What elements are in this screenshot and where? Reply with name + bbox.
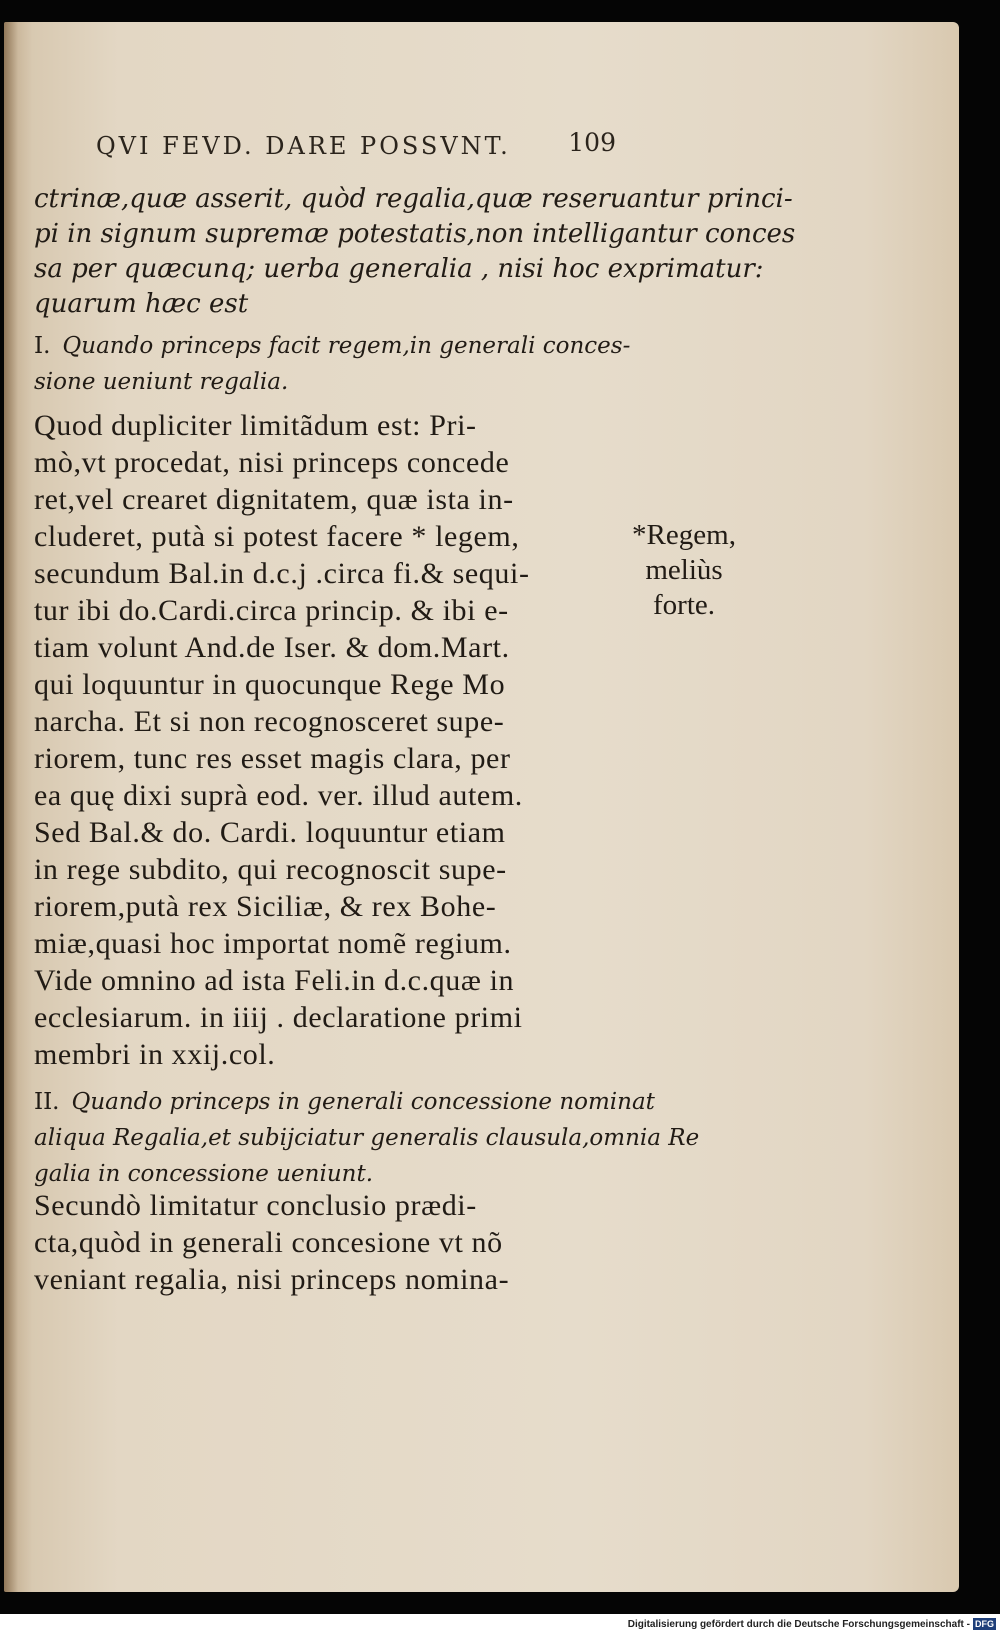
summary-text: Quando princeps facit regem,in generali conces- [62, 333, 631, 359]
summary-line: aliqua Regalia,et subijciatur generalis clausula,omnia Re [34, 1125, 700, 1151]
summary-number: I. [34, 333, 51, 359]
body-paragraph-one [34, 407, 604, 1073]
summary-line [34, 1084, 655, 1120]
text-line: riorem, tunc res esset magis clara, per [34, 742, 511, 775]
text-line: pi in signum supremæ potestatis,non intelligantur conces [34, 219, 796, 249]
text-line: ecclesiarum. in iiij . declaratione primi [34, 1001, 523, 1034]
text-line: quarum hæc est [34, 289, 249, 319]
summary-one [34, 328, 631, 400]
intro-paragraph [34, 182, 796, 322]
text-line: riorem,putà rex Siciliæ, & rex Bohe- [34, 890, 497, 923]
text-line: Quod dupliciter limitãdum est: Pri- [34, 409, 477, 442]
text-line: veniant regalia, nisi princeps nomina- [34, 1263, 510, 1296]
text-line: membri in xxij.col. [34, 1038, 276, 1071]
text-line: ctrinæ,quæ asserit, quòd regalia,quæ reseruantur princi- [34, 184, 793, 214]
summary-two [34, 1084, 700, 1192]
text-line: ret,vel crearet dignitatem, quæ ista in- [34, 483, 514, 516]
summary-line: sione ueniunt regalia. [34, 369, 289, 395]
text-line: in rege subdito, qui recognoscit supe- [34, 853, 507, 886]
summary-line [34, 328, 631, 364]
text-line: cta,quòd in generali concesione vt nõ [34, 1226, 503, 1259]
text-line: Vide omnino ad ista Feli.in d.c.quæ in [34, 964, 515, 997]
text-line: ea quę dixi suprà eod. ver. illud autem. [34, 779, 523, 812]
footer-credit [612, 1616, 996, 1632]
marginal-line: meliùs [645, 554, 723, 586]
text-line: secundum Bal.in d.c.j .circa fi.& sequi- [34, 557, 530, 590]
marginal-note [609, 518, 759, 623]
text-line: sa per quæcunq; uerba generalia , nisi hoc exprimatur: [34, 254, 764, 284]
marginal-line: *Regem, [632, 519, 736, 551]
dfg-logo: DFG [975, 1619, 994, 1629]
text-line: qui loquuntur in quocunque Rege Mo [34, 668, 506, 701]
running-title: QVI FEVD. DARE POSSVNT. [96, 132, 511, 160]
text-line: mò,vt procedat, nisi princeps concede [34, 446, 510, 479]
text-line: miæ,quasi hoc importat nomẽ regium. [34, 927, 512, 960]
page-header [96, 126, 616, 170]
text-line: Secundò limitatur conclusio prædi- [34, 1189, 477, 1222]
text-line: tur ibi do.Cardi.circa princip. & ibi e- [34, 594, 509, 627]
text-line: cluderet, putà si potest facere * legem, [34, 520, 520, 553]
summary-text: Quando princeps in generali concessione nominat [71, 1089, 655, 1115]
text-line: narcha. Et si non recognosceret supe- [34, 705, 505, 738]
body-paragraph-two [34, 1187, 604, 1298]
summary-line: galia in concessione ueniunt. [34, 1161, 374, 1187]
book-page [4, 22, 959, 1592]
text-line: tiam volunt And.de Iser. & dom.Mart. [34, 631, 510, 664]
folio-number: 109 [568, 128, 616, 157]
funding-credit: Digitalisierung gefördert durch die Deutsche Forschungsgemeinschaft - [627, 1618, 970, 1630]
text-line: Sed Bal.& do. Cardi. loquuntur etiam [34, 816, 506, 849]
summary-number: II. [34, 1089, 60, 1115]
marginal-line: forte. [653, 589, 715, 621]
